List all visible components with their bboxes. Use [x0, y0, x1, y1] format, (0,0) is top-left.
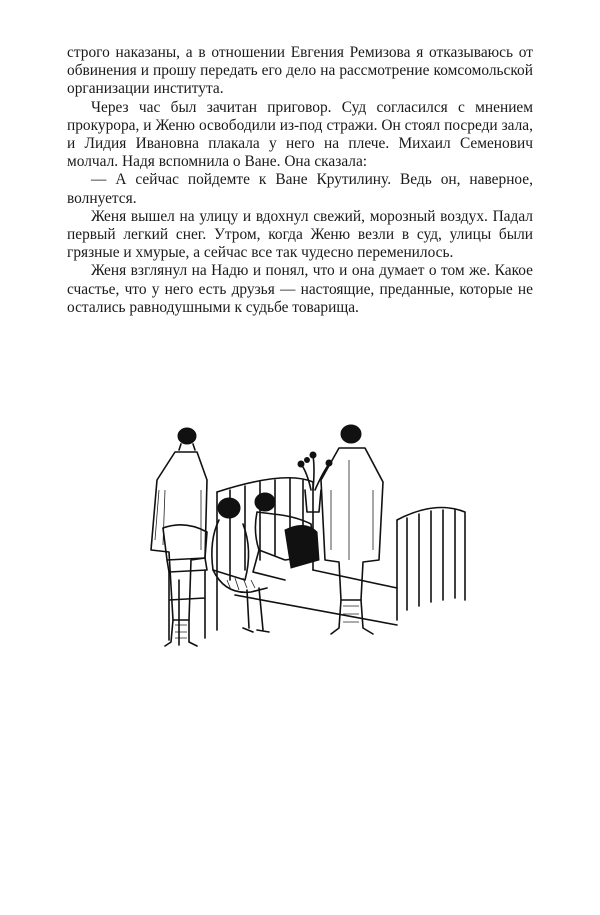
doctor-right — [321, 425, 383, 634]
paragraph-5: Женя взглянул на Надю и понял, что и она думает о том же. Какое счастье, что у него есть друзья — настоящие, преданные, которые не остались равнодушными к судьбе товарища. — [67, 262, 533, 316]
chair — [163, 525, 207, 645]
paragraph-3-dialog: — А сейчас пойдемте к Ване Крутилину. Ведь он, наверное, волнуется. — [67, 171, 533, 207]
hospital-scene-illustration — [135, 420, 475, 650]
paragraph-2: Через час был зачитан приговор. Суд согласился с мнением прокурора, и Женю освободили из-под стражи. Он стоял посреди зала, и Лидия Ивановна плакала у него на плече. Михаил Семенович молчал. Надя вспомнила о Ване. Она сказала: — [67, 98, 533, 171]
body-text — [67, 44, 533, 317]
paragraph-1: строго наказаны, а в отношении Евгения Ремизова я отказываюсь от обвинения и прошу передать его дело на рассмотрение комсомольской организации института. — [67, 44, 533, 98]
paragraph-4: Женя вышел на улицу и вдохнул свежий, морозный воздух. Падал первый легкий снег. Утром, когда Женю везли в суд, улицы были грязные и хмурые, а сейчас все так чудесно переменилось. — [67, 207, 533, 262]
patient — [253, 493, 319, 580]
ink-drawing — [135, 420, 475, 650]
